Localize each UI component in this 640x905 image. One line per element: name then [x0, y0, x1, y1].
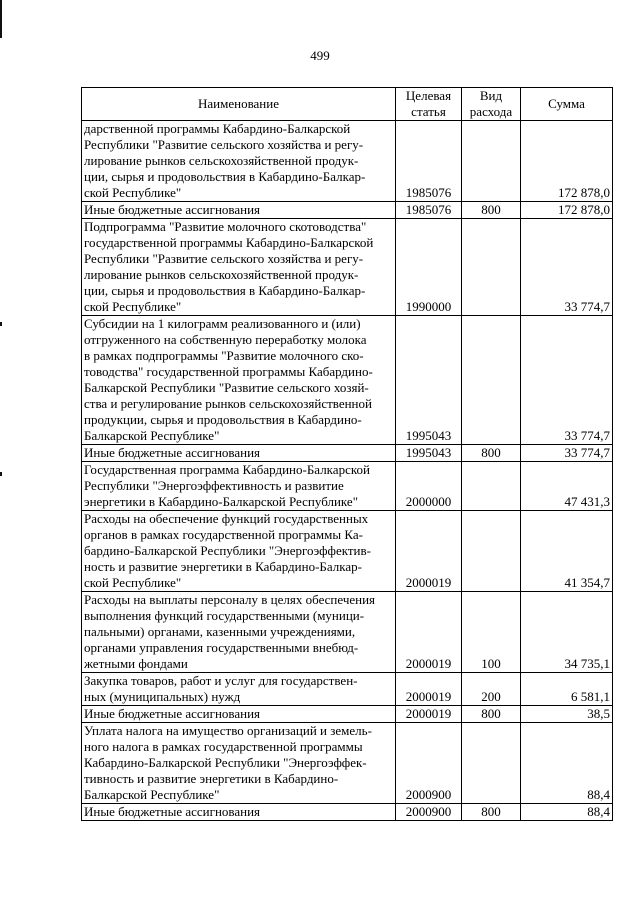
cell-article: 1995043	[396, 316, 462, 445]
cell-expense-type: 800	[462, 202, 521, 219]
cell-name-line: ных (муниципальных) нужд	[84, 689, 241, 704]
cell-name	[82, 121, 396, 202]
cell-sum: 41 354,7	[521, 511, 613, 592]
cell-sum: 6 581,1	[521, 673, 613, 706]
cell-name-line: Закупка товаров, работ и услуг для государствен-	[84, 673, 358, 688]
scan-edge-mark	[0, 322, 2, 326]
cell-sum: 33 774,7	[521, 219, 613, 316]
cell-article: 1995043	[396, 445, 462, 462]
cell-sum: 47 431,3	[521, 462, 613, 511]
cell-name-line: Иные бюджетные ассигнования	[84, 706, 261, 721]
cell-name-line: Расходы на обеспечение функций государственных	[84, 511, 369, 526]
cell-expense-type: 800	[462, 804, 521, 821]
cell-name-line: отгруженного на собственную переработку молока	[84, 332, 367, 347]
cell-article: 2000900	[396, 723, 462, 804]
cell-expense-type	[462, 462, 521, 511]
cell-name	[82, 219, 396, 316]
cell-name-line: Иные бюджетные ассигнования	[84, 804, 261, 819]
cell-name-line: дарственной программы Кабардино-Балкарской	[84, 121, 351, 136]
cell-name-line: энергетики в Кабардино-Балкарской Республике"	[84, 494, 358, 509]
cell-name-line: ции, сырья и продовольствия в Кабардино-Балкар-	[84, 283, 366, 298]
cell-name	[82, 316, 396, 445]
cell-name-line: ской Республике"	[84, 575, 182, 590]
cell-name-line: ность и развитие энергетики в Кабардино-Балкар-	[84, 559, 362, 574]
cell-name	[82, 723, 396, 804]
cell-name	[82, 592, 396, 673]
cell-name-line: Балкарской Республике"	[84, 428, 220, 443]
cell-sum: 33 774,7	[521, 445, 613, 462]
table-row	[82, 202, 613, 219]
table-row	[82, 445, 613, 462]
cell-article: 2000900	[396, 804, 462, 821]
cell-name-line: товодства" государственной программы Кабардино-	[84, 364, 373, 379]
cell-sum: 33 774,7	[521, 316, 613, 445]
scan-edge-mark	[0, 0, 2, 38]
cell-article: 2000000	[396, 462, 462, 511]
cell-name-line: Республики "Энергоэффективность и развитие	[84, 478, 344, 493]
cell-expense-type	[462, 219, 521, 316]
cell-expense-type: 100	[462, 592, 521, 673]
cell-name-line: Республики "Развитие сельского хозяйства и регу-	[84, 137, 364, 152]
cell-name-line: Иные бюджетные ассигнования	[84, 202, 261, 217]
table-row	[82, 592, 613, 673]
cell-name-line: бардино-Балкарской Республики "Энергоэффектив-	[84, 543, 371, 558]
cell-name-line: лирование рынков сельскохозяйственной продук-	[84, 153, 359, 168]
table-body	[82, 121, 613, 821]
cell-article: 2000019	[396, 592, 462, 673]
cell-name	[82, 706, 396, 723]
cell-expense-type: 200	[462, 673, 521, 706]
cell-name	[82, 511, 396, 592]
cell-expense-type	[462, 316, 521, 445]
cell-expense-type	[462, 121, 521, 202]
table-row	[82, 706, 613, 723]
cell-name-line: жетными фондами	[84, 656, 188, 671]
table-header	[82, 88, 613, 121]
cell-expense-type	[462, 723, 521, 804]
cell-name-line: ской Республике"	[84, 185, 182, 200]
cell-article: 1985076	[396, 202, 462, 219]
cell-sum: 172 878,0	[521, 121, 613, 202]
cell-name-line: Расходы на выплаты персоналу в целях обеспечения	[84, 592, 376, 607]
cell-name-line: Балкарской Республики "Развитие сельского хозяй-	[84, 380, 369, 395]
cell-name-line: органами управления государственными внебюд-	[84, 640, 359, 655]
cell-name	[82, 804, 396, 821]
cell-name-line: ской Республике"	[84, 299, 182, 314]
cell-article: 2000019	[396, 511, 462, 592]
cell-name-line: ного налога в рамках государственной программы	[84, 739, 363, 754]
cell-name-line: в рамках подпрограммы "Развитие молочного ско-	[84, 348, 364, 363]
cell-article: 2000019	[396, 673, 462, 706]
budget-table	[81, 87, 613, 821]
cell-name-line: Иные бюджетные ассигнования	[84, 445, 261, 460]
cell-name-line: органов в рамках государственной программы Ка-	[84, 527, 363, 542]
table-row	[82, 219, 613, 316]
page-number: 499	[310, 48, 330, 63]
cell-sum: 172 878,0	[521, 202, 613, 219]
cell-expense-type: 800	[462, 445, 521, 462]
cell-name-line: Подпрограмма "Развитие молочного скотоводства"	[84, 219, 367, 234]
column-header-article: Целевая статья	[396, 88, 462, 121]
column-header-sum: Сумма	[521, 88, 613, 121]
cell-name-line: тивность и развитие энергетики в Кабардино-	[84, 771, 339, 786]
cell-name-line: ства и регулирование рынков сельскохозяйственной	[84, 396, 372, 411]
cell-name-line: Республики "Развитие сельского хозяйства и регу-	[84, 251, 364, 266]
cell-name	[82, 462, 396, 511]
cell-name-line: ции, сырья и продовольствия в Кабардино-Балкар-	[84, 169, 366, 184]
table-row	[82, 511, 613, 592]
table-row	[82, 316, 613, 445]
cell-sum: 88,4	[521, 804, 613, 821]
cell-name-line: пальными) органами, казенными учреждениями,	[84, 624, 356, 639]
cell-name-line: лирование рынков сельскохозяйственной продук-	[84, 267, 359, 282]
cell-name-line: продукции, сырья и продовольствия в Кабардино-	[84, 412, 362, 427]
cell-name	[82, 445, 396, 462]
cell-name-line: государственной программы Кабардино-Балкарской	[84, 235, 374, 250]
cell-article: 2000019	[396, 706, 462, 723]
cell-name	[82, 673, 396, 706]
cell-sum: 88,4	[521, 723, 613, 804]
cell-article: 1990000	[396, 219, 462, 316]
cell-name-line: выполнения функций государственными (муници-	[84, 608, 365, 623]
cell-expense-type: 800	[462, 706, 521, 723]
cell-name-line: Балкарской Республике"	[84, 787, 220, 802]
table-row	[82, 121, 613, 202]
cell-sum: 38,5	[521, 706, 613, 723]
column-header-expense-type: Вид расхода	[462, 88, 521, 121]
cell-expense-type	[462, 511, 521, 592]
table-row	[82, 673, 613, 706]
cell-name-line: Уплата налога на имущество организаций и земель-	[84, 723, 372, 738]
cell-name	[82, 202, 396, 219]
cell-name-line: Кабардино-Балкарской Республики "Энергоэффек-	[84, 755, 367, 770]
table-row	[82, 804, 613, 821]
cell-name-line: Субсидии на 1 килограмм реализованного и (или)	[84, 316, 361, 331]
cell-article: 1985076	[396, 121, 462, 202]
table-row	[82, 723, 613, 804]
cell-sum: 34 735,1	[521, 592, 613, 673]
scan-edge-mark	[0, 472, 2, 476]
cell-name-line: Государственная программа Кабардино-Балкарской	[84, 462, 370, 477]
column-header-name: Наименование	[82, 88, 396, 121]
table-row	[82, 462, 613, 511]
